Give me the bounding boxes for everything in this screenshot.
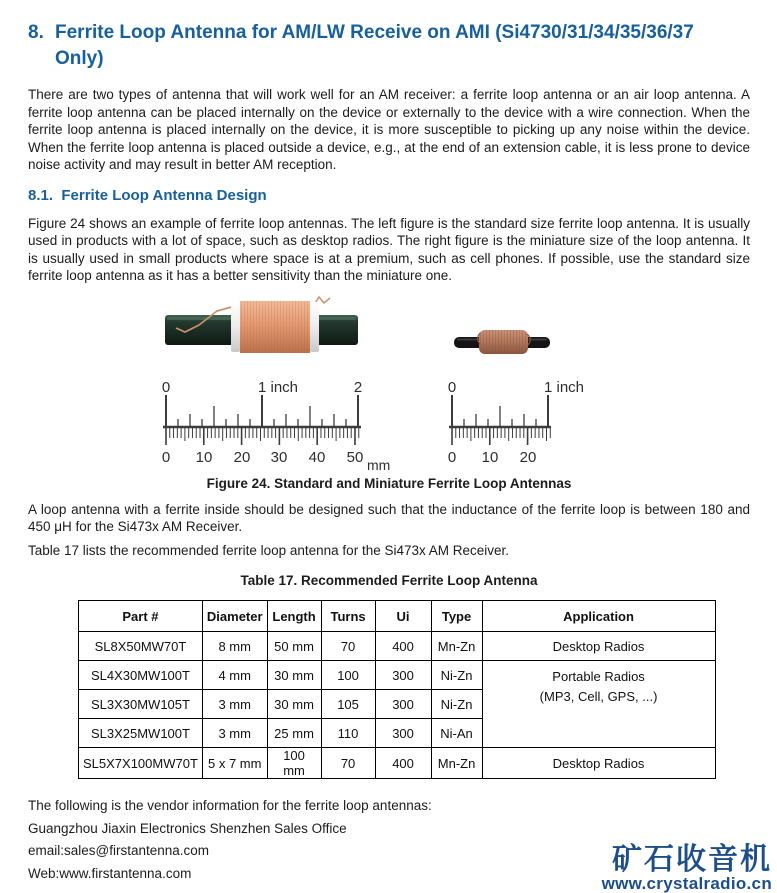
coil-tape-right [310,302,319,352]
cell-ui: 300 [375,719,431,748]
table-title: Table 17. Recommended Ferrite Loop Antenna [240,573,538,588]
table-intro-paragraph: Table 17 lists the recommended ferrite loop antenna for the Si473x AM Receiver. [28,542,510,558]
cell-ui: 400 [375,632,431,661]
inch-label: 0 [161,378,171,396]
section-title-line1: Ferrite Loop Antenna for AM/LW Receive on AMI (Si4730/31/34/35/36/37 [55,22,694,43]
cell-diameter: 5 x 7 mm [202,748,267,779]
application-line1: Portable Radios [552,669,645,684]
antenna-spec-table [78,600,716,779]
table-header-row [79,601,716,632]
cell-part: SL5X7X100MW70T [79,748,203,779]
cell-type: Ni-Zn [431,690,482,719]
section-title [55,20,694,72]
cell-length: 30 mm [267,690,321,719]
cell-turns: 100 [321,661,375,690]
cell-application: Desktop Radios [482,748,715,779]
cell-turns: 70 [321,632,375,661]
vendor-web: Web:www.firstantenna.com [28,865,192,881]
inductance-paragraph: A loop antenna with a ferrite inside should be designed such that the inductance of the ferrite loop is between 180 and 450 μH for the Si473x AM Receiver. [28,501,750,534]
cell-turns: 105 [321,690,375,719]
cell-part: SL3X30MW105T [79,690,203,719]
table-row [79,632,716,661]
col-header-diameter: Diameter [202,601,267,632]
table-row [79,748,716,779]
coil-tape-left [231,302,240,352]
inch-label: 0 [447,378,457,396]
mm-label: 20 [233,448,251,466]
col-header-turns: Turns [321,601,375,632]
cell-ui: 400 [375,748,431,779]
cell-diameter: 3 mm [202,719,267,748]
cell-ui: 300 [375,690,431,719]
mm-label: 0 [447,448,457,466]
vendor-intro: The following is the vendor information for the ferrite loop antennas: [28,798,432,813]
mm-label: 20 [519,448,537,466]
subsection-paragraph: Figure 24 shows an example of ferrite loop antennas. The left figure is the standard size ferrite loop antenna. It is usually used in products with a lot of space, such as desktop radios. The right figure is the miniature size of the loop antenna. It is usually used in small products where space is at a premium, such as cell phones. If possible, use the standard size ferrite loop antenna as it has a better sensitivity than the miniature one. [28,215,750,283]
table-row [79,661,716,690]
figure-caption: Figure 24. Standard and Miniature Ferrite Loop Antennas [206,475,572,491]
cell-type: Mn-Zn [431,748,482,779]
cell-length: 30 mm [267,661,321,690]
ruler-ticks-right [449,395,551,445]
inch-mm-ruler-right [446,379,591,475]
application-line2: (MP3, Cell, GPS, ...) [539,689,658,704]
cell-type: Ni-An [431,719,482,748]
cell-diameter: 8 mm [202,632,267,661]
cell-length: 25 mm [267,719,321,748]
mm-label: 10 [195,448,213,466]
cell-application: Desktop Radios [482,632,715,661]
cell-part: SL3X25MW100T [79,719,203,748]
mm-label: 0 [161,448,171,466]
mm-unit-label: mm [367,456,391,473]
standard-antenna-photo [165,295,360,359]
miniature-antenna-photo [452,327,552,357]
vendor-name: Guangzhou Jiaxin Electronics Shenzhen Sales Office [28,820,347,836]
cell-length: 50 mm [267,632,321,661]
inch-label: 1 inch [544,378,585,396]
cell-application-merged [482,661,715,748]
inch-label: 2 [353,378,363,396]
intro-paragraph: There are two types of antenna that will work well for an AM receiver: a ferrite loop antenna or an air loop antenna. A ferrite loop antenna can be placed internally on the device or externally to the device with a wire connection. When the ferrite loop antenna is placed internally on the device, it is more susceptible to picking up any noise within the device. When the ferrite loop antenna is placed outside a device, e.g., at the end of an extension cable, it is less prone to device noise activity and may result in better AM reception. [28,87,750,172]
cell-turns: 110 [321,719,375,748]
crystalradio-watermark [602,843,772,891]
cell-part: SL4X30MW100T [79,661,203,690]
mm-label: 30 [270,448,288,466]
ruler-ticks-left [163,395,361,445]
col-header-application: Application [482,601,715,632]
cell-turns: 70 [321,748,375,779]
col-header-length: Length [267,601,321,632]
vendor-email: email:sales@firstantenna.com [28,843,210,858]
subsection-title: Ferrite Loop Antenna Design [61,186,267,204]
cell-type: Mn-Zn [431,632,482,661]
inch-mm-ruler-left [160,379,400,475]
col-header-ui: Ui [375,601,431,632]
inch-label: 1 inch [258,378,299,396]
cell-length: 100 mm [267,748,321,779]
cell-ui: 300 [375,661,431,690]
mm-label: 40 [308,448,326,466]
crystalradio-url: www.crystalradio.cn [601,874,772,893]
cell-diameter: 4 mm [202,661,267,690]
section-heading [28,20,750,72]
mm-label: 10 [481,448,499,466]
col-header-type: Type [431,601,482,632]
figure-24 [28,289,750,474]
mm-label: 50 [346,448,364,466]
subsection-number: 8.1. [28,186,54,204]
subsection-heading [28,186,750,205]
crystalradio-logo: 矿石收音机 [612,843,772,876]
section-title-line2: Only) [55,48,104,69]
cell-type: Ni-Zn [431,661,482,690]
section-number: 8. [28,22,44,43]
cell-diameter: 3 mm [202,690,267,719]
cell-part: SL8X50MW70T [79,632,203,661]
col-header-part: Part # [79,601,203,632]
